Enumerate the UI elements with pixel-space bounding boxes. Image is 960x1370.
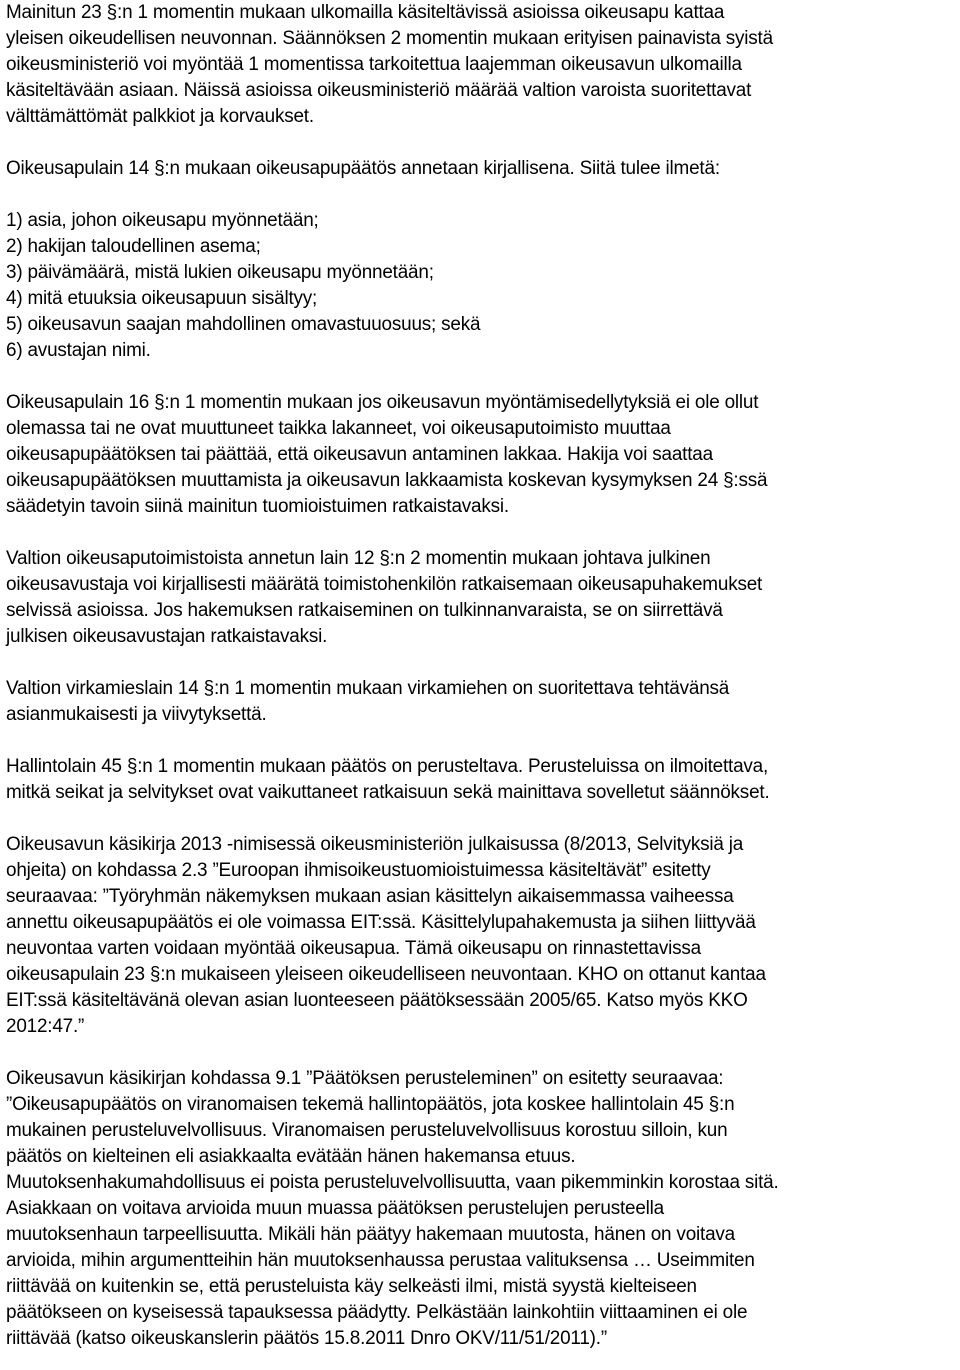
text-line: ohjeita) on kohdassa 2.3 ”Euroopan ihmisoikeustuomioistuimessa käsiteltävät” esitetty [6,860,711,881]
text-line: oikeusavustaja voi kirjallisesti määrätä toimistohenkilön ratkaisemaan oikeusapuhakemukset [6,574,763,595]
text-line: päätös on kielteinen eli asiakkaalta evätään hänen hakemansa etuus. [6,1146,576,1167]
text-line: oikeusministeriö voi myöntää 1 momentissa tarkoitettua laajemman oikeusavun ulkomailla [6,54,742,75]
text-line: päätökseen on kyseisessä tapauksessa päädytty. Pelkästään lainkohtiin viittaaminen ei ole [6,1302,748,1323]
text-line: oikeusapulain 23 §:n mukaiseen yleiseen oikeudelliseen neuvontaan. KHO on ottanut kantaa [6,964,766,985]
text-line: ”Oikeusapupäätös on viranomaisen tekemä hallintopäätös, jota koskee hallintolain 45 §:n [6,1094,735,1115]
text-line: Oikeusavun käsikirjan kohdassa 9.1 ”Päätöksen perusteleminen” on esitetty seuraavaa: [6,1068,724,1089]
text-line: muutoksenhaun tarpeellisuutta. Mikäli hän päätyy hakemaan muutosta, hänen on voitava [6,1224,735,1245]
text-line: Oikeusapulain 16 §:n 1 momentin mukaan jos oikeusavun myöntämisedellytyksiä ei ole ollut [6,392,759,413]
paragraph-spacer [6,182,960,208]
text-line: julkisen oikeusavustajan ratkaistavaksi. [6,626,328,647]
text-line: 3) päivämäärä, mistä lukien oikeusapu myönnetään; [6,262,434,283]
text-line: arvioida, mihin argumentteihin hän muutoksenhaussa perustaa valituksensa … Useimmiten [6,1250,755,1271]
text-line: riittävää (katso oikeuskanslerin päätös 15.8.2011 Dnro OKV/11/51/2011).” [6,1328,607,1349]
paragraph [6,676,960,728]
text-line: oikeusapupäätöksen tai päättää, että oikeusavun antaminen lakkaa. Hakija voi saattaa [6,444,713,465]
text-line: mitkä seikat ja selvitykset ovat vaikuttaneet ratkaisuun sekä mainittava sovelletut säännökset. [6,782,770,803]
text-line: olemassa tai ne ovat muuttuneet taikka lakanneet, voi oikeusaputoimisto muuttaa [6,418,671,439]
text-line: seuraavaa: ”Työryhmän näkemyksen mukaan asian käsittelyn aikaisemmassa vaiheessa [6,886,734,907]
text-line: Muutoksenhakumahdollisuus ei poista perusteluvelvollisuutta, vaan pikemminkin korostaa sitä. [6,1172,779,1193]
paragraph-spacer [6,130,960,156]
paragraph-spacer [6,650,960,676]
paragraph-spacer [6,520,960,546]
text-line: 4) mitä etuuksia oikeusapuun sisältyy; [6,288,318,309]
text-line: 6) avustajan nimi. [6,340,151,361]
text-line: 5) oikeusavun saajan mahdollinen omavastuuosuus; sekä [6,314,481,335]
text-line: Hallintolain 45 §:n 1 momentin mukaan päätös on perusteltava. Perusteluissa on ilmoitettava, [6,756,769,777]
text-line: Valtion virkamieslain 14 §:n 1 momentin mukaan virkamiehen on suoritettava tehtävänsä [6,678,730,699]
paragraph [6,546,960,650]
text-line: annettu oikeusapupäätös ei ole voimassa EIT:ssä. Käsittelylupahakemusta ja siihen liittyvää [6,912,756,933]
paragraph [6,208,960,364]
paragraph-spacer [6,1040,960,1066]
text-line: 2) hakijan taloudellinen asema; [6,236,261,257]
text-line: Oikeusavun käsikirja 2013 -nimisessä oikeusministeriön julkaisussa (8/2013, Selvityksiä ja [6,834,744,855]
text-line: yleisen oikeudellisen neuvonnan. Säännöksen 2 momentin mukaan erityisen painavista syistä [6,28,773,49]
text-line: selvissä asioissa. Jos hakemuksen ratkaiseminen on tulkinnanvaraista, se on siirrettävä [6,600,723,621]
paragraph [6,754,960,806]
text-line: välttämättömät palkkiot ja korvaukset. [6,106,314,127]
text-line: Oikeusapulain 14 §:n mukaan oikeusapupäätös annetaan kirjallisena. Siitä tulee ilmetä: [6,158,720,179]
text-line: riittävää on kuitenkin se, että perusteluista käy selkeästi ilmi, mistä syystä kielteiseen [6,1276,697,1297]
text-line: EIT:ssä käsiteltävänä olevan asian luonteeseen päätöksessään 2005/65. Katso myös KKO [6,990,748,1011]
paragraph [6,1066,960,1352]
text-line: oikeusapupäätöksen muuttamista ja oikeusavun lakkaamista koskevan kysymyksen 24 §:ssä [6,470,768,491]
text-line: Mainitun 23 §:n 1 momentin mukaan ulkomailla käsiteltävissä asioissa oikeusapu kattaa [6,2,725,23]
text-line: Valtion oikeusaputoimistoista annetun lain 12 §:n 2 momentin mukaan johtava julkinen [6,548,711,569]
text-line: Asiakkaan on voitava arvioida muun muassa päätöksen perustelujen perusteella [6,1198,665,1219]
text-line: neuvontaa varten voidaan myöntää oikeusapua. Tämä oikeusapu on rinnastettavissa [6,938,701,959]
text-line: asianmukaisesti ja viivytyksettä. [6,704,267,725]
paragraph [6,0,960,130]
paragraph-spacer [6,364,960,390]
paragraph-spacer [6,806,960,832]
text-line: mukainen perusteluvelvollisuus. Viranomaisen perusteluvelvollisuus korostuu silloin, kun [6,1120,728,1141]
document-page [6,0,960,1352]
text-line: 1) asia, johon oikeusapu myönnetään; [6,210,319,231]
paragraph [6,832,960,1040]
paragraph [6,390,960,520]
text-line: käsiteltävään asiaan. Näissä asioissa oikeusministeriö määrää valtion varoista suoritettavat [6,80,752,101]
paragraph-spacer [6,728,960,754]
text-line: 2012:47.” [6,1016,85,1037]
text-line: säädetyin tavoin siinä mainitun tuomioistuimen ratkaistavaksi. [6,496,509,517]
paragraph [6,156,960,182]
